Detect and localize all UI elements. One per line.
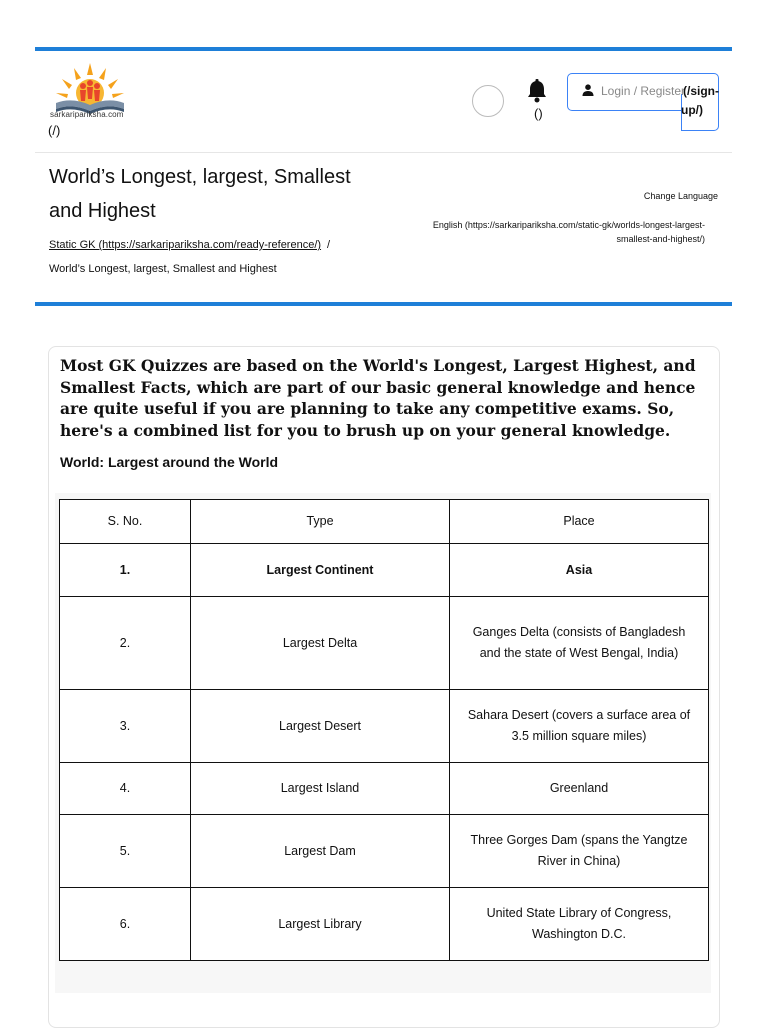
cell-place: United State Library of Congress, Washington D.C. (450, 888, 709, 961)
table-header-row (60, 500, 709, 544)
section-heading: World: Largest around the World (60, 454, 279, 470)
column-header-place: Place (450, 500, 709, 544)
cell-sno: 5. (60, 815, 191, 888)
cell-place: Asia (450, 544, 709, 597)
cell-sno: 6. (60, 888, 191, 961)
cell-sno: 3. (60, 690, 191, 763)
login-register-label[interactable]: Login / Register (601, 84, 686, 98)
column-header-sno: S. No. (60, 500, 191, 544)
table-row (60, 888, 709, 961)
cell-place: Greenland (450, 763, 709, 815)
cell-sno: 1. (60, 544, 191, 597)
bell-icon[interactable] (526, 79, 548, 103)
site-header (35, 51, 732, 152)
cell-type: Largest Island (191, 763, 450, 815)
page-title: World’s Longest, largest, Smallest and Highest (49, 166, 351, 222)
cell-place: Ganges Delta (consists of Bangladesh and the state of West Bengal, India) (450, 597, 709, 690)
change-language-label[interactable]: Change Language (643, 191, 718, 201)
table-row (60, 690, 709, 763)
cell-type: Largest Delta (191, 597, 450, 690)
breadcrumb (49, 239, 330, 251)
column-header-type: Type (191, 500, 450, 544)
notification-count: () (534, 106, 543, 121)
cell-type: Largest Library (191, 888, 450, 961)
table-row (60, 597, 709, 690)
cell-type: Largest Dam (191, 815, 450, 888)
theme-toggle-button[interactable] (472, 85, 504, 117)
breadcrumb-separator: / (327, 239, 331, 251)
cell-type: Largest Desert (191, 690, 450, 763)
cell-type: Largest Continent (191, 544, 450, 597)
cell-sno: 4. (60, 763, 191, 815)
breadcrumb-link-static-gk[interactable]: Static GK (https://sarkaripariksha.com/ready-reference/) (49, 239, 322, 251)
largest-facts-table (59, 499, 709, 961)
header-divider (35, 152, 732, 153)
intro-paragraph: Most GK Quizzes are based on the World's Longest, Largest Highest, and Smallest Facts, which are part of our basic general knowledge and hence are quite useful if you are planning to take any competitive exams. So, here's a combined list for you to brush up on your general knowledge. (60, 356, 696, 440)
table-row (60, 815, 709, 888)
breadcrumb-current: World’s Longest, largest, Smallest and Highest (49, 263, 277, 275)
cell-place: Sahara Desert (covers a surface area of 3.5 million square miles) (450, 690, 709, 763)
cell-sno: 2. (60, 597, 191, 690)
signup-url-text[interactable]: (/sign- (683, 84, 719, 98)
signup-url-text-continued[interactable]: up/) (681, 103, 703, 117)
logo-text: sarkaripariksha.com (50, 110, 124, 119)
table-row (60, 763, 709, 815)
table-row (60, 544, 709, 597)
cell-place: Three Gorges Dam (spans the Yangtze River in China) (450, 815, 709, 888)
user-icon (582, 84, 594, 96)
header-bottom-accent-bar (35, 302, 732, 306)
language-link[interactable]: English (https://sarkaripariksha.com/static-gk/worlds-longest-largest-smallest-and-highest/) (432, 220, 705, 244)
home-link[interactable]: (/) (48, 123, 61, 138)
